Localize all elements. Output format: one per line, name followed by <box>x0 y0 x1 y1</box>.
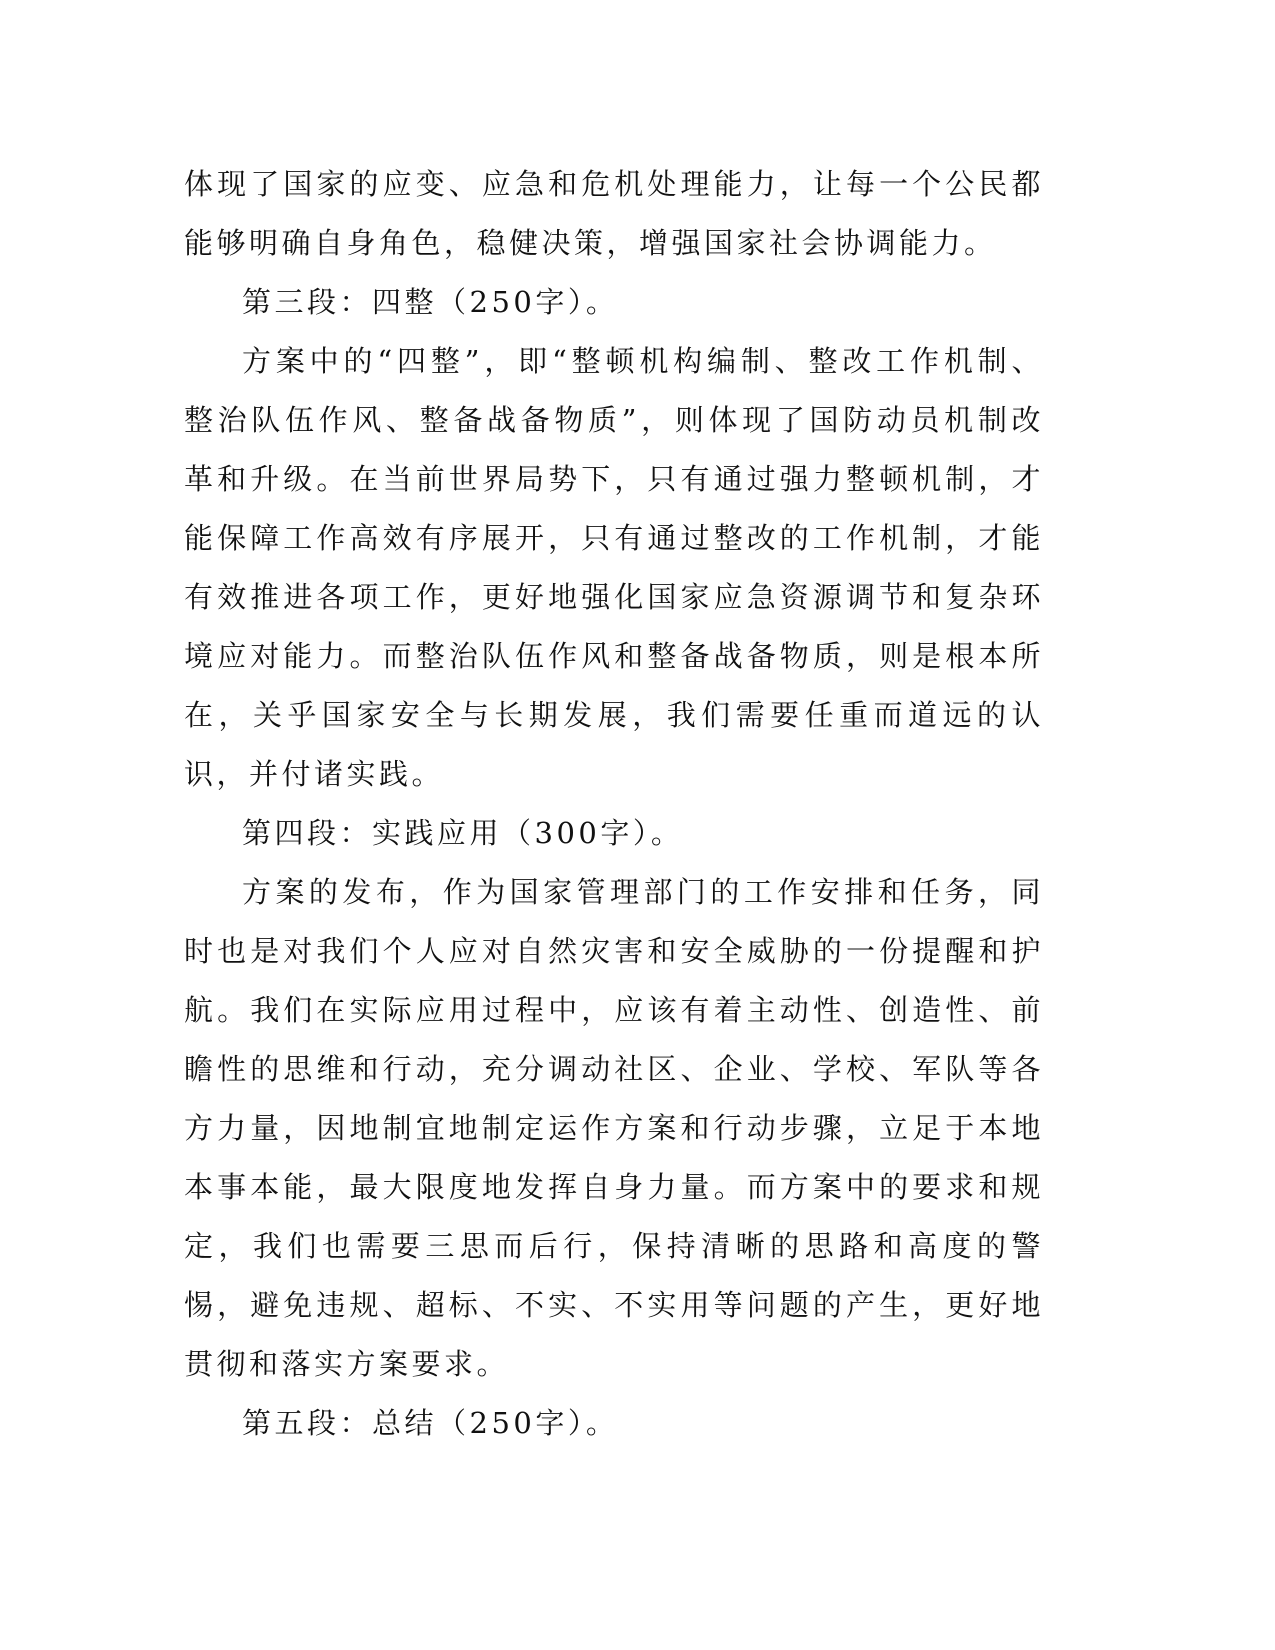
section-heading-five: 第五段：总结（250字）。 <box>242 1406 619 1440</box>
paragraph-continuation: 体现了国家的应变、应急和危机处理能力，让每一个公民都能够明确自身角色，稳健决策，增强国家社会协调能力。 <box>184 167 1044 260</box>
paragraph-practical-application: 方案的发布，作为国家管理部门的工作安排和任务，同时也是对我们个人应对自然灾害和安全威胁的一份提醒和护航。我们在实际应用过程中，应该有着主动性、创造性、前瞻性的思维和行动，充分调动社区、企业、学校、军队等各方力量，因地制宜地制定运作方案和行动步骤，立足于本地本事本能，最大限度地发挥自身力量。而方案中的要求和规定，我们也需要三思而后行，保持清晰的思路和高度的警惕，避免违规、超标、不实、不实用等问题的产生，更好地贯彻和落实方案要求。 <box>184 875 1044 1381</box>
paragraph-four-rectifications: 方案中的“四整”，即“整顿机构编制、整改工作机制、整治队伍作风、整备战备物质”，则体现了国防动员机制改革和升级。在当前世界局势下，只有通过强力整顿机制，才能保障工作高效有序展开，只有通过整改的工作机制，才能有效推进各项工作，更好地强化国家应急资源调节和复杂环境应对能力。而整治队伍作风和整备战备物质，则是根本所在，关乎国家安全与长期发展，我们需要任重而道远的认识，并付诸实践。 <box>184 344 1044 791</box>
section-heading-four: 第四段：实践应用（300字）。 <box>242 816 684 850</box>
document-body <box>184 155 1044 1453</box>
section-heading-three: 第三段：四整（250字）。 <box>242 285 619 319</box>
